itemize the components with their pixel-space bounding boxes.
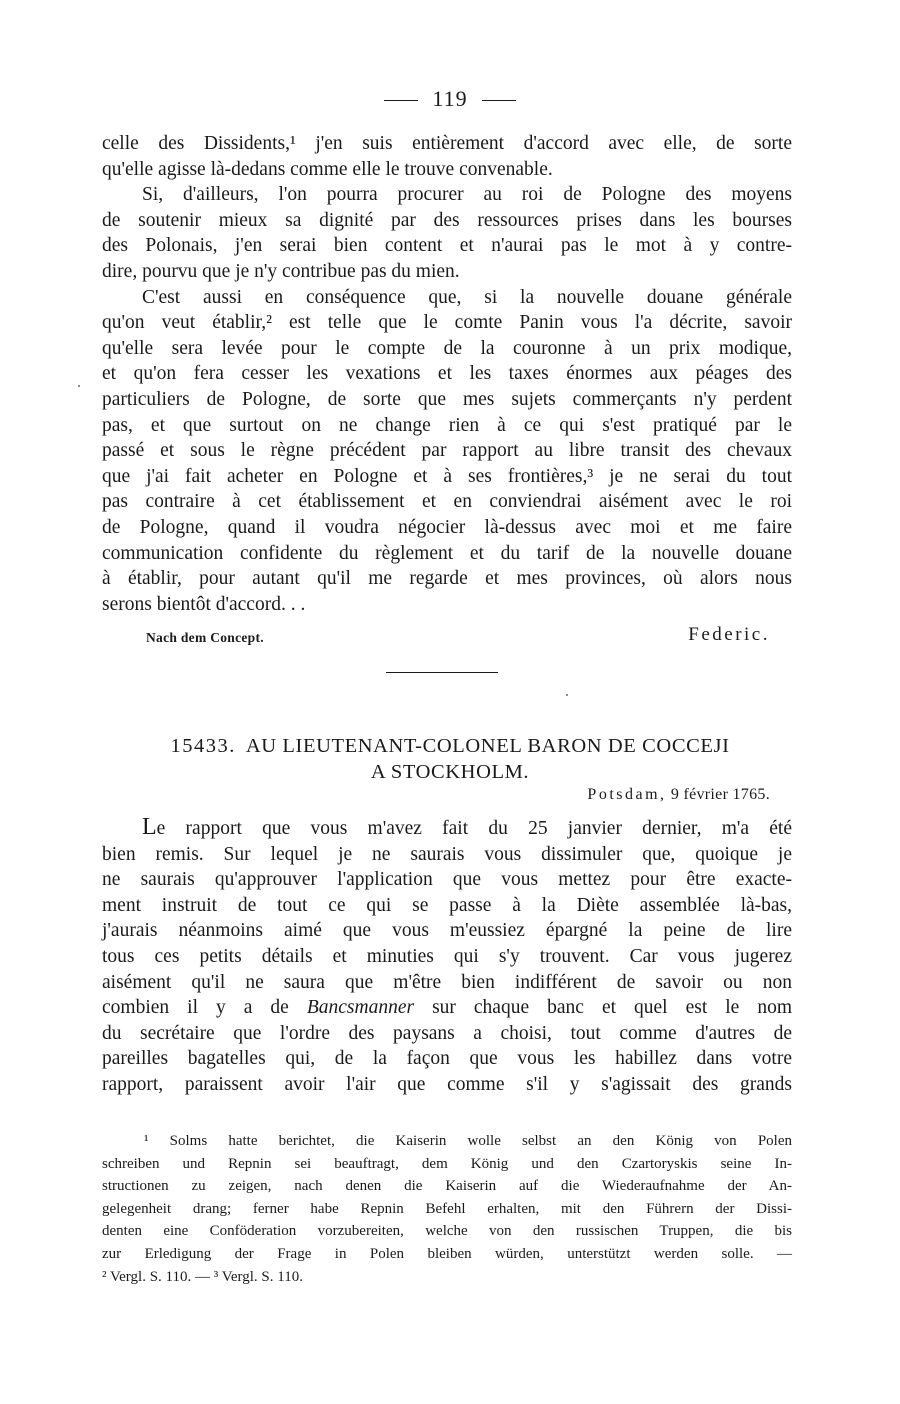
footnote-line: ² Vergl. S. 110. — ³ Vergl. S. 110. [102,1268,303,1285]
text-line: rapport, paraissent avoir l'air que comme s'il y s'agissait des grands [102,1073,792,1095]
letter-heading [0,733,900,785]
drop-cap: L [142,814,157,840]
text-line: qu'elle agisse là-dedans comme elle le trouve convenable. [102,158,553,180]
letter-body [102,815,792,1098]
text-line [102,815,792,842]
text-line: passé et sous le règne précédent par rapport au libre transit des chevaux [102,440,792,462]
text-line: bien remis. Sur lequel je ne saurais vous dissimuler que, quoique je [102,843,792,865]
text-line: j'aurais néanmoins aimé que vous m'eussiez épargné la peine de lire [102,920,792,942]
text-line: celle des Dissidents,¹ j'en suis entièrement d'accord avec elle, de sorte [102,133,792,154]
footnote-line: denten eine Conföderation vorzubereiten, welche von den russischen Truppen, die bis [102,1223,792,1240]
text-line: communication confidente du règlement et du tarif de la nouvelle douane [102,542,792,564]
text-line: des Polonais, j'en serai bien content et n'aurai pas le mot à y contre- [102,235,792,257]
header-rule-left [384,100,418,101]
text-line: particuliers de Pologne, de sorte que mes sujets commerçants n'y perdent [102,388,792,410]
text-line: serons bientôt d'accord. . . [102,593,306,615]
text-line: tous ces petits détails et minuties qui s'y trouvent. Car vous jugerez [102,945,792,967]
text-fragment: e rapport que vous m'avez fait du 25 janvier dernier, m'a été [156,818,792,839]
letter-heading-line-1 [0,733,900,759]
page-number: 119 [432,86,468,111]
text-line: ment instruit de tout ce qui se passe à la Diète assemblée là-bas, [102,894,792,916]
letter-heading-line-2: A STOCKHOLM. [370,761,530,783]
closing-line [146,624,770,654]
signature: Federic. [688,624,770,645]
text-line: de Pologne, quand il voudra négocier là-dessus avec moi et me faire [102,516,792,538]
text-line: Si, d'ailleurs, l'on pourra procurer au roi de Pologne des moyens [142,184,792,206]
footnotes [102,1130,792,1288]
text-line [102,995,792,1021]
footnote-line: ¹ Solms hatte berichtet, die Kaiserin wolle selbst an den König von Polen [144,1133,792,1149]
text-line: et qu'on fera cesser les vexations et les taxes énormes aux péages des [102,363,792,385]
footnote-line: schreiben und Repnin sei beauftragt, dem König und den Czartoryskis seine In- [102,1155,792,1172]
text-fragment: combien il y a de [102,997,307,1019]
text-line: du secrétaire que l'ordre des paysans a choisi, tout comme d'autres de [102,1022,792,1044]
letter-date: 9 février 1765. [670,786,770,803]
text-line: pas, et que surtout on ne change rien à ce qui s'est pratiqué par le [102,414,792,436]
text-line: qu'on veut établir,² est telle que le comte Panin vous l'a décrite, savoir [102,312,792,334]
continuation-text [102,131,792,617]
print-speck [566,694,568,696]
section-separator [386,672,498,673]
footnote-line: gelegenheit drang; ferner habe Repnin Befehl erhalten, mit den Führern der Dissi- [102,1200,792,1217]
footnote-line: zur Erledigung der Frage in Polen bleiben würden, unterstützt werden solle. — [102,1245,792,1262]
text-line: aisément qu'il ne saura que m'être bien indifférent de savoir ou non [102,971,792,993]
text-line: de soutenir mieux sa dignité par des ressources prises dans les bourses [102,209,792,231]
text-line: à établir, pour autant qu'il me regarde et mes provinces, où alors nous [102,568,792,590]
letter-place: Potsdam, [587,786,667,803]
text-line: pas contraire à cet établissement et en conviendrai aisément avec le roi [102,491,792,513]
text-line: pareilles bagatelles qui, de la façon que vous les habillez dans votre [102,1048,792,1070]
text-line: que j'ai fait acheter en Pologne et à ses frontières,³ je ne serai du tout [102,465,792,487]
header-rule-right [482,100,516,101]
text-line: ne saurais qu'approuver l'application que vous mettez pour être exacte- [102,869,792,891]
footnote-line: structionen zu zeigen, nach denen die Kaiserin auf die Wiederaufnahme der An- [102,1178,792,1195]
letter-addressee: AU LIEUTENANT-COLONEL BARON DE COCCEJI [245,735,730,757]
italic-term: Bancsmanner [306,997,415,1019]
text-line: qu'elle sera levée pour le compte de la couronne à un prix modique, [102,337,792,359]
text-line: C'est aussi en conséquence que, si la nouvelle douane générale [142,286,792,308]
text-fragment: sur chaque banc et quel est le nom [414,997,793,1019]
page-header [0,86,900,112]
text-line: dire, pourvu que je n'y contribue pas du mien. [102,260,460,282]
letter-number: 15433. [170,735,236,757]
print-speck [78,385,80,387]
letter-place-date [587,786,770,804]
source-note: Nach dem Concept. [146,630,264,645]
